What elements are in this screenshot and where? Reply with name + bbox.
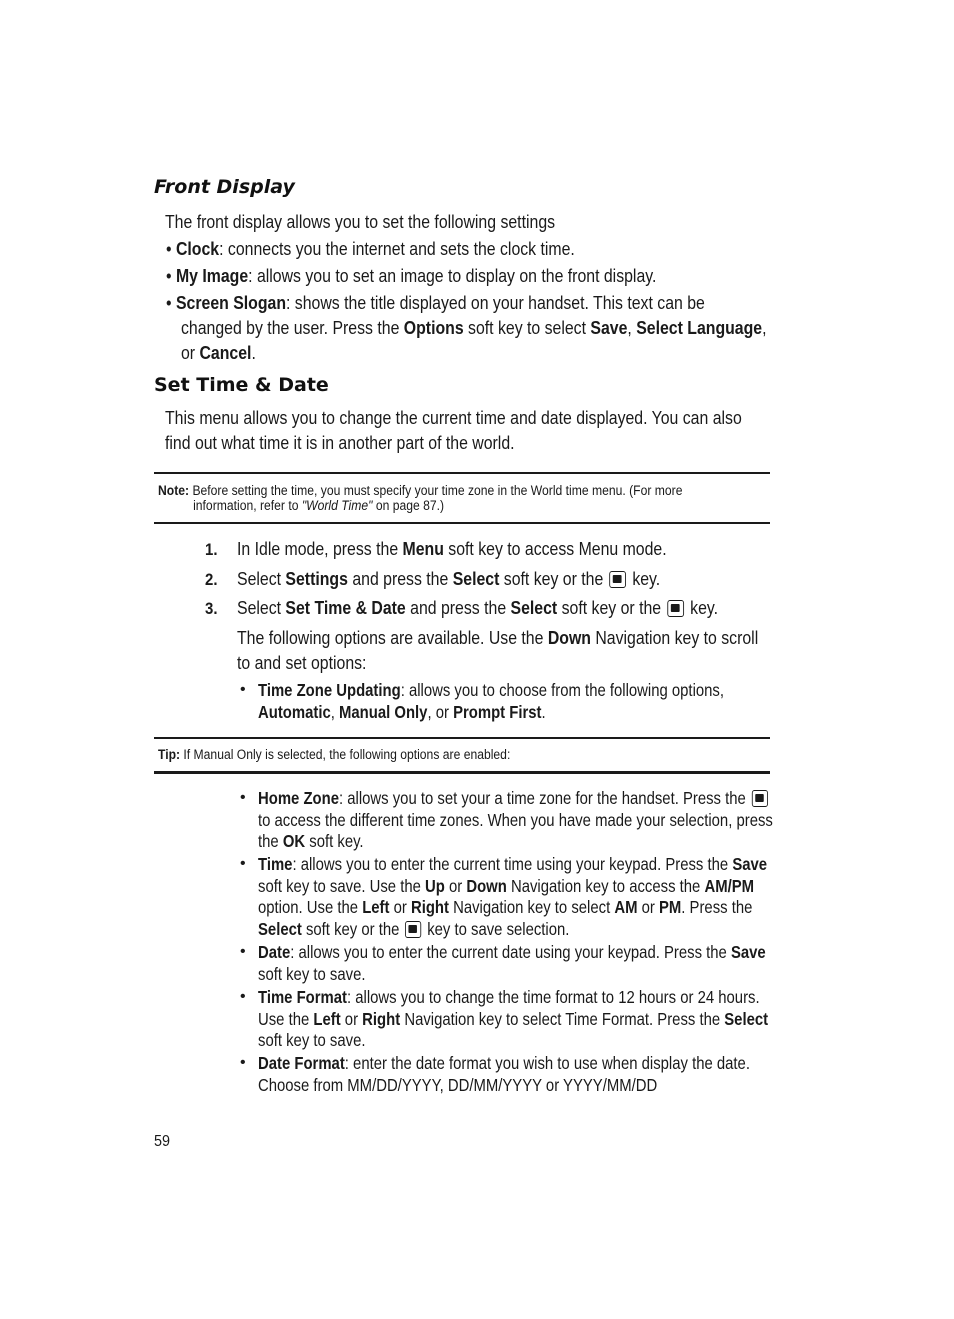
screen-slogan-line3 xyxy=(181,341,256,366)
term-menu: Menu xyxy=(402,539,444,559)
term-select: Select xyxy=(258,918,302,939)
tip-text: If Manual Only is selected, the following options are enabled: xyxy=(180,747,511,762)
text: or xyxy=(389,897,411,917)
term-save: Save xyxy=(730,942,766,962)
list-item-screen-slogan xyxy=(166,291,705,316)
step-number: 2. xyxy=(205,570,218,589)
term-screen-slogan: Screen Slogan xyxy=(175,293,287,313)
text: Navigation key to select Time Format. Press the xyxy=(400,1008,725,1029)
term-left: Left xyxy=(313,1008,341,1029)
term-options: Options xyxy=(403,318,464,338)
text: and press the xyxy=(405,598,511,618)
option-time xyxy=(258,854,767,940)
text: . xyxy=(541,701,546,722)
text: , or xyxy=(427,701,454,722)
step-2 xyxy=(237,567,660,592)
term-clock: Clock xyxy=(175,239,220,259)
term-manual-only: Manual Only xyxy=(339,701,428,722)
text: . xyxy=(251,343,256,363)
text: , xyxy=(627,318,637,338)
bullet: • xyxy=(240,1054,246,1071)
front-display-intro: The front display allows you to set the following settings xyxy=(165,212,556,232)
term-select: Select xyxy=(724,1008,769,1029)
term-my-image: My Image xyxy=(175,266,249,286)
bullet: • xyxy=(166,266,172,286)
term-left: Left xyxy=(362,897,390,917)
options-para-line2: to and set options: xyxy=(237,653,367,673)
tip-bottom-rule xyxy=(154,771,770,774)
tip-block xyxy=(158,747,510,762)
term-right: Right xyxy=(410,897,449,917)
term-ok: OK xyxy=(282,831,306,851)
term-select: Select xyxy=(452,569,500,589)
text: Navigation key to scroll xyxy=(590,628,759,648)
term-home-zone: Home Zone xyxy=(258,788,340,808)
text: or xyxy=(181,343,200,363)
note-text: Before setting the time, you must specify your time zone in the World time menu. (For more xyxy=(192,483,683,498)
set-time-intro-line2: find out what time it is in another part of the world. xyxy=(165,433,515,453)
text: option. Use the xyxy=(258,897,363,917)
term-down: Down xyxy=(547,628,591,648)
text: soft key or the xyxy=(557,598,666,618)
text: soft key to select xyxy=(463,318,591,338)
text: key to save selection. xyxy=(423,918,570,939)
text: soft key or the xyxy=(301,918,404,939)
text: soft key to access Menu mode. xyxy=(443,539,667,559)
term-time-format: Time Format xyxy=(258,987,347,1007)
note-block xyxy=(158,483,682,513)
text: or xyxy=(444,875,467,896)
bullet: • xyxy=(240,789,246,806)
note-reference: "World Time" xyxy=(301,498,373,513)
text: Select xyxy=(237,569,286,589)
text: soft key to save. xyxy=(258,1030,366,1050)
screen-slogan-line2 xyxy=(181,316,767,341)
term-save: Save xyxy=(590,318,628,338)
term-am-pm: AM/PM xyxy=(704,875,755,896)
bullet: • xyxy=(240,943,246,960)
bullet: • xyxy=(240,681,246,698)
option-time-zone-updating xyxy=(258,680,724,723)
note-line2 xyxy=(158,498,682,513)
text: Choose from MM/DD/YYYY, DD/MM/YYYY or YYYY/MM/DD xyxy=(258,1074,658,1095)
text: to access the different time zones. When you have made your selection, press xyxy=(258,809,773,830)
text: The following options are available. Use the xyxy=(237,628,548,648)
text: Select xyxy=(237,598,286,618)
text: or xyxy=(637,897,659,917)
text: , xyxy=(762,318,767,338)
term-pm: PM xyxy=(658,897,682,917)
term-settings: Settings xyxy=(285,569,348,589)
term-save: Save xyxy=(732,854,768,874)
step-1 xyxy=(237,537,667,562)
note-text: information, refer to xyxy=(193,498,302,513)
text: , xyxy=(330,701,340,722)
text: : allows you to change the time format to 12 hours or 24 hours. xyxy=(346,987,760,1007)
section-heading-front-display: Front Display xyxy=(154,176,295,198)
text: Use the xyxy=(258,1008,314,1029)
option-time-format xyxy=(258,987,768,1052)
term-automatic: Automatic xyxy=(258,701,331,722)
term-set-time-date: Set Time & Date xyxy=(285,598,406,618)
list-item-my-image xyxy=(166,264,656,289)
section-heading-set-time-date: Set Time & Date xyxy=(154,374,329,396)
bullet: • xyxy=(240,855,246,872)
text: : allows you to set your a time zone for the handset. Press the xyxy=(339,788,746,808)
text: soft key or the xyxy=(499,569,608,589)
term-down: Down xyxy=(466,875,507,896)
option-date-format xyxy=(258,1053,750,1096)
term-up: Up xyxy=(425,875,445,896)
term-time-zone-updating: Time Zone Updating xyxy=(258,680,401,700)
option-date xyxy=(258,942,766,985)
term-prompt-first: Prompt First xyxy=(453,701,542,722)
step-3 xyxy=(237,596,718,621)
note-label: Note: xyxy=(158,483,190,498)
term-am: AM xyxy=(614,897,638,917)
note-bottom-rule xyxy=(154,522,770,524)
term-time: Time xyxy=(258,854,293,874)
set-time-intro-line1: This menu allows you to change the current time and date displayed. You can also xyxy=(165,408,742,428)
ok-key-icon xyxy=(667,600,684,617)
text: or xyxy=(340,1008,363,1029)
tip-label: Tip: xyxy=(158,747,181,762)
term-select-language: Select Language xyxy=(636,318,763,338)
item-text: : connects you the internet and sets the clock time. xyxy=(219,239,575,259)
text: : allows you to choose from the following options, xyxy=(400,680,724,700)
term-date: Date xyxy=(258,942,291,962)
term-cancel: Cancel xyxy=(199,343,252,363)
ok-key-icon xyxy=(405,921,421,938)
text: key. xyxy=(627,569,661,589)
text: soft key to save. Use the xyxy=(258,875,426,896)
option-home-zone xyxy=(258,788,773,853)
term-date-format: Date Format xyxy=(258,1053,345,1073)
bullet: • xyxy=(166,239,172,259)
term-right: Right xyxy=(362,1008,401,1029)
step-number: 3. xyxy=(205,599,218,618)
text: soft key to save. xyxy=(258,963,366,984)
page-number: 59 xyxy=(154,1133,171,1150)
term-select: Select xyxy=(510,598,558,618)
text: : enter the date format you wish to use when display the date. xyxy=(344,1053,750,1073)
options-para-line1 xyxy=(237,626,758,651)
text: Navigation key to select xyxy=(448,897,615,917)
ok-key-icon xyxy=(609,571,626,588)
text: Navigation key to access the xyxy=(506,875,705,896)
ok-key-icon xyxy=(752,790,768,807)
text: In Idle mode, press the xyxy=(237,539,403,559)
text: and press the xyxy=(347,569,453,589)
note-line1 xyxy=(158,483,682,498)
item-text: : shows the title displayed on your handset. This text can be xyxy=(286,293,705,313)
note-text: on page 87.) xyxy=(372,498,445,513)
text: : allows you to enter the current date using your keypad. Press the xyxy=(290,942,731,962)
bullet: • xyxy=(166,293,172,313)
note-top-rule xyxy=(154,472,770,474)
item-text: : allows you to set an image to display on the front display. xyxy=(248,266,657,286)
text: : allows you to enter the current time using your keypad. Press the xyxy=(292,854,733,874)
text: the xyxy=(258,831,283,851)
text: soft key. xyxy=(305,831,364,851)
text: key. xyxy=(685,598,719,618)
bullet: • xyxy=(240,988,246,1005)
tip-top-rule xyxy=(154,737,770,739)
step-number: 1. xyxy=(205,540,218,559)
text: . Press the xyxy=(681,897,753,917)
text: changed by the user. Press the xyxy=(181,318,404,338)
list-item-clock xyxy=(166,237,575,262)
